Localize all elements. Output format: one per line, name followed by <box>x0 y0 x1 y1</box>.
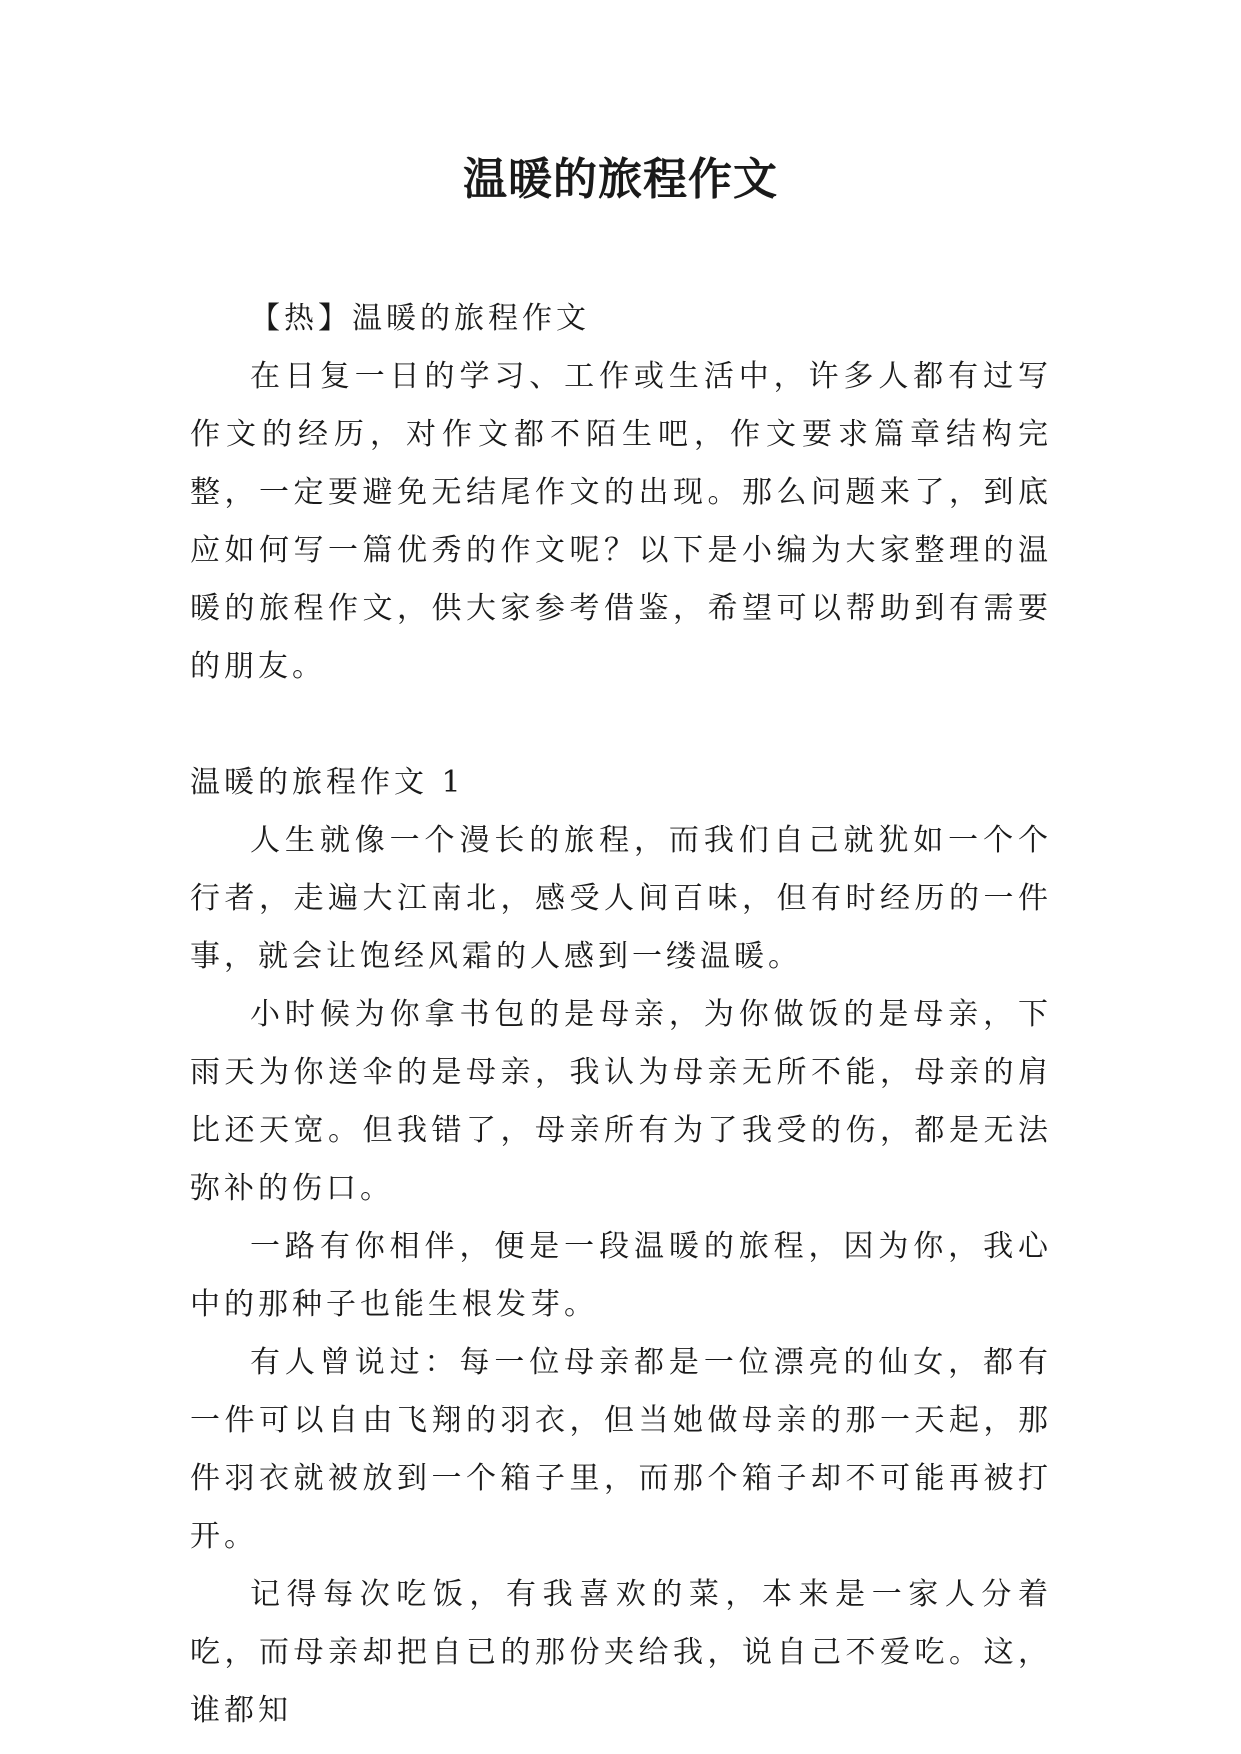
body-paragraph: 有人曾说过：每一位母亲都是一位漂亮的仙女，都有一件可以自由飞翔的羽衣，但当她做母亲的那一天起，那件羽衣就被放到一个箱子里，而那个箱子却不可能再被打开。 <box>190 1345 1052 1554</box>
section-heading: 温暖的旅程作文 1 <box>190 765 465 800</box>
body-paragraph: 小时候为你拿书包的是母亲，为你做饭的是母亲，下雨天为你送伞的是母亲，我认为母亲无所不能，母亲的肩比还天宽。但我错了，母亲所有为了我受的伤，都是无法弥补的伤口。 <box>190 997 1052 1206</box>
body-paragraph: 一路有你相伴，便是一段温暖的旅程，因为你，我心中的那种子也能生根发芽。 <box>190 1229 1052 1322</box>
subtitle: 【热】温暖的旅程作文 <box>250 301 590 336</box>
body-paragraph: 记得每次吃饭，有我喜欢的菜，本来是一家人分着吃，而母亲却把自已的那份夹给我，说自己不爱吃。这，谁都知 <box>190 1577 1052 1728</box>
intro-paragraph: 在日复一日的学习、工作或生活中，许多人都有过写作文的经历，对作文都不陌生吧，作文要求篇章结构完整，一定要避免无结尾作文的出现。那么问题来了，到底应如何写一篇优秀的作文呢？以下是小编为大家整理的温暖的旅程作文，供大家参考借鉴，希望可以帮助到有需要的朋友。 <box>190 359 1052 684</box>
page-title: 温暖的旅程作文 <box>463 154 778 205</box>
body-paragraph: 人生就像一个漫长的旅程，而我们自己就犹如一个个行者，走遍大江南北，感受人间百味，但有时经历的一件事，就会让饱经风霜的人感到一缕温暖。 <box>190 823 1052 974</box>
document-body <box>190 290 1052 1740</box>
section-spacer <box>190 696 1052 754</box>
